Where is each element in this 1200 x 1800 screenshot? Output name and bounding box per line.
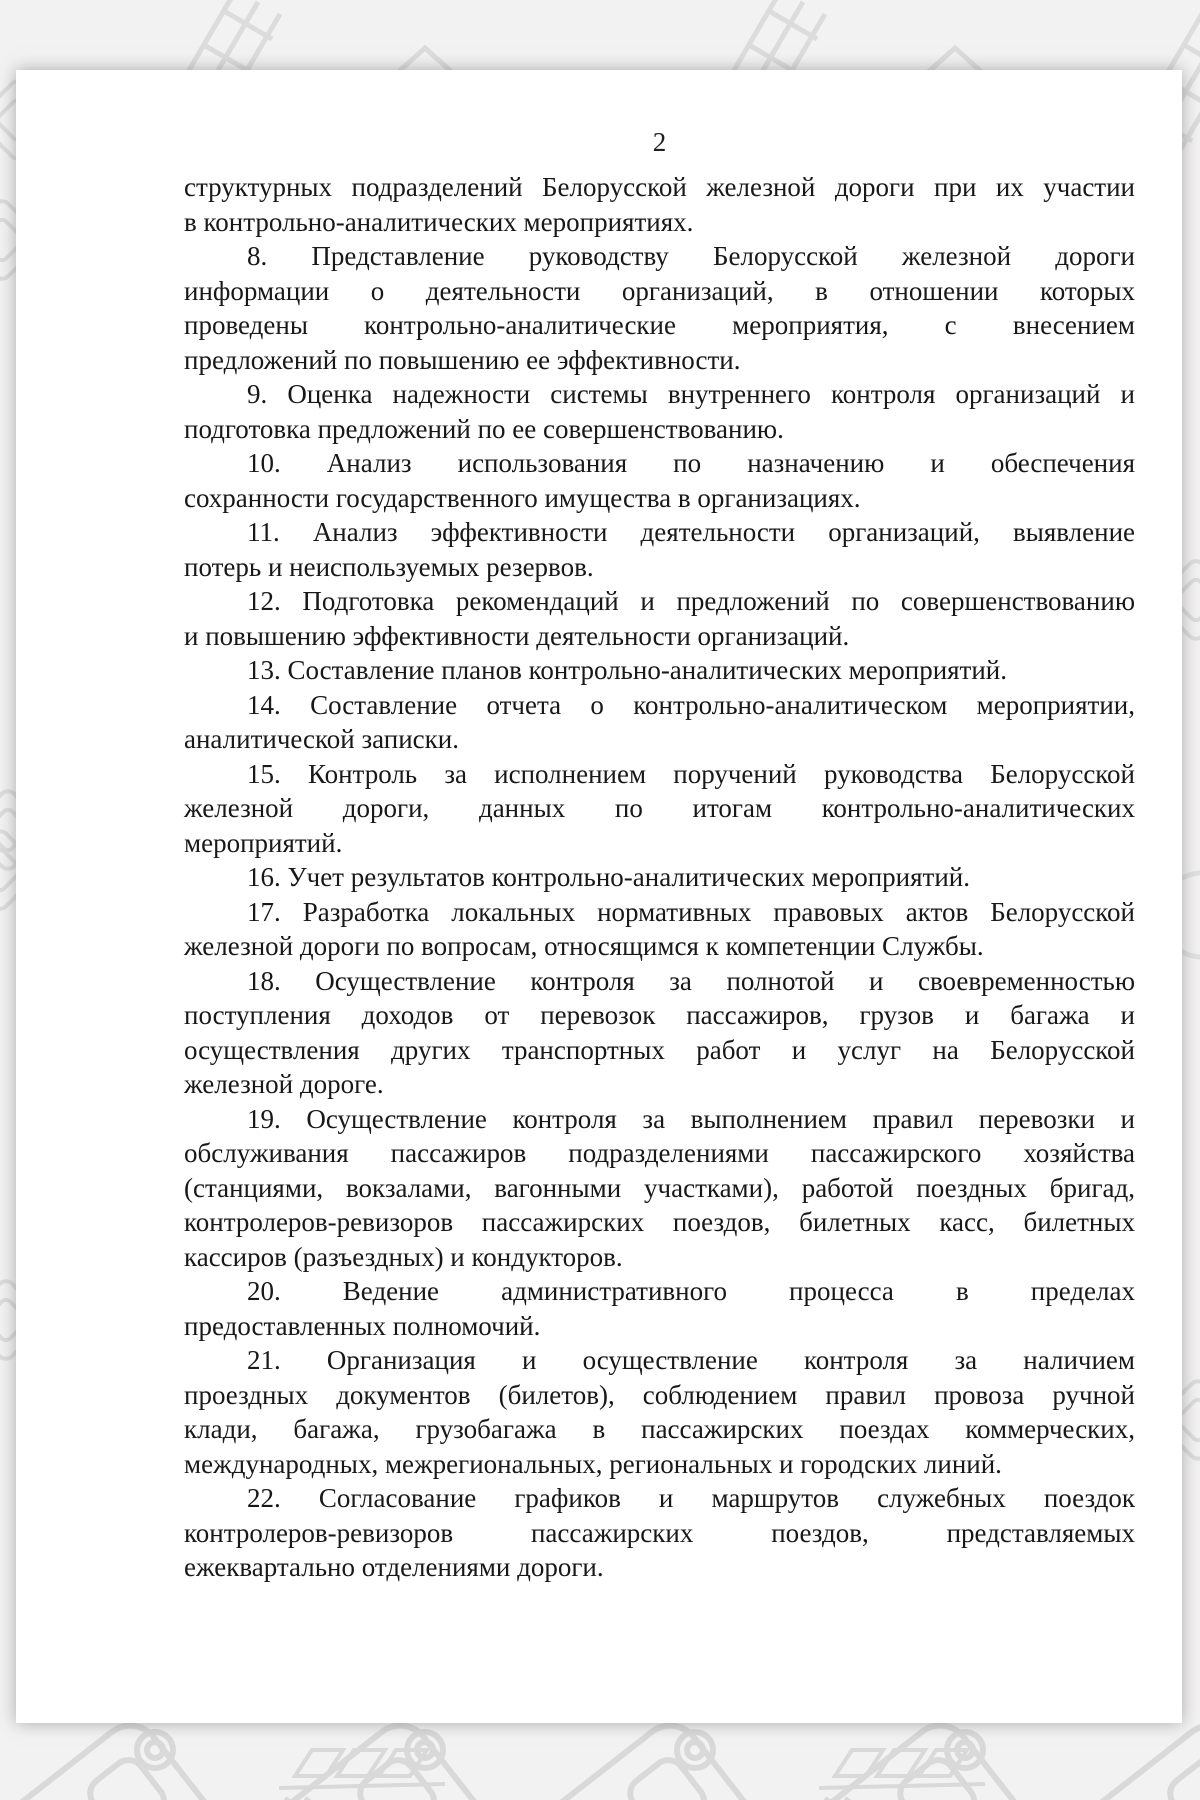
text-line: проездных документов (билетов), соблюдением правил провоза ручной — [184, 1379, 1135, 1410]
text-line: 21. Организация и осуществление контроля за наличием — [247, 1345, 1135, 1375]
text-line: 18. Осуществление контроля за полнотой и своевременностью — [247, 965, 1135, 996]
text-line: 16. Учет результатов контрольно-аналитических мероприятий. — [247, 862, 970, 892]
text-line: обслуживания пассажиров подразделениями пассажирского хозяйства — [184, 1138, 1135, 1168]
document-page — [16, 70, 1182, 1723]
text-line: ежеквартально отделениями дороги. — [184, 1552, 604, 1582]
text-line: осуществления других транспортных работ и услуг на Белорусской — [184, 1034, 1135, 1065]
text-line: клади, багажа, грузобагажа в пассажирских поездах коммерческих, — [184, 1414, 1135, 1444]
text-line: мероприятий. — [184, 827, 343, 858]
text-line: 14. Составление отчета о контрольно-аналитическом мероприятии, — [247, 689, 1135, 720]
text-line: контролеров-ревизоров пассажирских поездов, представляемых — [184, 1517, 1135, 1548]
text-line: аналитической записки. — [184, 724, 459, 754]
text-line: контролеров-ревизоров пассажирских поездов, билетных касс, билетных — [184, 1207, 1135, 1237]
text-line: структурных подразделений Белорусской железной дороги при их участии — [184, 172, 1135, 202]
text-line: железной дороги, данных по итогам контрольно-аналитических — [184, 793, 1135, 823]
text-line: (станциями, вокзалами, вагонными участками), работой поездных бригад, — [184, 1172, 1135, 1203]
text-line: 9. Оценка надежности системы внутреннего контроля организаций и — [247, 379, 1135, 409]
text-line: проведены контрольно-аналитические мероприятия, с внесением — [184, 310, 1135, 340]
text-line: 17. Разработка локальных нормативных правовых актов Белорусской — [247, 896, 1135, 927]
text-line: железной дороги по вопросам, относящимся к компетенции Службы. — [184, 931, 984, 961]
text-line: 22. Согласование графиков и маршрутов служебных поездок — [247, 1483, 1135, 1513]
text-line: сохранности государственного имущества в организациях. — [184, 482, 861, 513]
text-line: подготовка предложений по ее совершенствованию. — [184, 413, 784, 444]
text-line: 8. Представление руководству Белорусской железной дороги — [247, 241, 1135, 271]
text-line: 15. Контроль за исполнением поручений руководства Белорусской — [247, 758, 1135, 789]
text-line: 13. Составление планов контрольно-аналитических мероприятий. — [247, 655, 1008, 685]
text-line: поступления доходов от перевозок пассажиров, грузов и багажа и — [184, 1000, 1135, 1030]
page-number: 2 — [652, 127, 667, 157]
text-line: и повышению эффективности деятельности организаций. — [184, 620, 850, 651]
text-line: 12. Подготовка рекомендаций и предложений по совершенствованию — [247, 586, 1135, 616]
text-line: 20. Ведение административного процесса в пределах — [247, 1276, 1135, 1306]
text-line: информации о деятельности организаций, в отношении которых — [184, 275, 1135, 306]
text-line: железной дороге. — [184, 1069, 384, 1099]
text-line: кассиров (разъездных) и кондукторов. — [184, 1241, 623, 1272]
text-line: международных, межрегиональных, региональных и городских линий. — [184, 1448, 1002, 1479]
text-line: предоставленных полномочий. — [184, 1310, 541, 1341]
text-line: в контрольно-аналитических мероприятиях. — [184, 206, 694, 237]
text-line: потерь и неиспользуемых резервов. — [184, 551, 594, 582]
page-content — [16, 70, 1182, 1585]
text-line: 10. Анализ использования по назначению и обеспечения — [247, 448, 1135, 478]
text-line: 19. Осуществление контроля за выполнением правил перевозки и — [247, 1103, 1135, 1134]
text-line: 11. Анализ эффективности деятельности организаций, выявление — [247, 517, 1135, 547]
text-line: предложений по повышению ее эффективности. — [184, 344, 741, 375]
text-body — [184, 170, 1135, 1585]
